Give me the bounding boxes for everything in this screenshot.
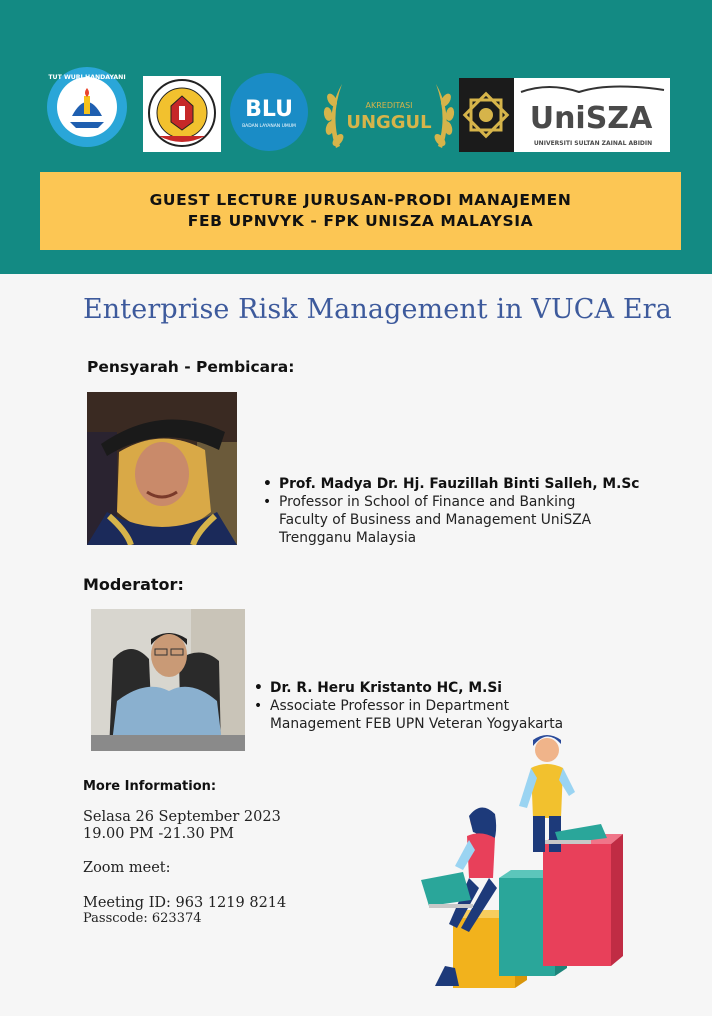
event-date: Selasa 26 September 2023	[83, 809, 281, 825]
akreditasi-label: AKREDITASI	[365, 101, 413, 110]
moderator-heading: Moderator:	[83, 575, 184, 594]
man-figure-icon	[519, 735, 607, 852]
more-info-heading: More Information:	[83, 779, 217, 794]
moderator-name: • Dr. R. Heru Kristanto HC, M.Si	[254, 679, 563, 697]
lecture-title: Enterprise Risk Management in VUCA Era	[83, 294, 672, 325]
speaker-photo	[87, 392, 237, 545]
unisza-logo-subtext: UNIVERSITI SULTAN ZAINAL ABIDIN	[533, 140, 653, 147]
speaker-role	[263, 493, 639, 547]
unisza-logo	[459, 78, 670, 152]
meeting-id: Meeting ID: 963 1219 8214	[83, 895, 287, 911]
speaker-details	[263, 475, 639, 547]
blu-logo-text: BLU	[245, 97, 293, 122]
logo-caption: TUT WURI HANDAYANI	[48, 74, 126, 81]
moderator-details	[254, 679, 563, 733]
moderator-photo	[91, 609, 245, 751]
unisza-logo-text: UniSZA	[529, 101, 653, 136]
speaker-role-line-2: Faculty of Business and Management UniSZA	[279, 512, 592, 528]
event-banner	[40, 172, 681, 250]
unggul-label: UNGGUL	[346, 112, 432, 133]
tut-wuri-handayani-logo	[46, 66, 128, 148]
speaker-name: • Prof. Madya Dr. Hj. Fauzillah Binti Salleh, M.Sc	[263, 475, 639, 493]
moderator-role-line-1: Associate Professor in Department	[270, 698, 509, 714]
growth-illustration	[415, 728, 645, 990]
logo-row	[0, 66, 712, 158]
speaker-role-line-1: Professor in School of Finance and Banking	[279, 494, 576, 510]
speaker-role-line-3: Trengganu Malaysia	[279, 530, 417, 546]
passcode: Passcode: 623374	[83, 911, 202, 926]
banner-line-1: GUEST LECTURE JURUSAN-PRODI MANAJEMEN	[149, 191, 572, 209]
banner-line-2: FEB UPNVYK - FPK UNISZA MALAYSIA	[187, 212, 534, 230]
blu-logo	[229, 72, 309, 152]
speaker-heading: Pensyarah - Pembicara:	[87, 358, 295, 376]
moderator-role-line-2: Management FEB UPN Veteran Yogyakarta	[270, 716, 564, 732]
zoom-label: Zoom meet:	[83, 860, 171, 876]
blu-logo-subtext: BADAN LAYANAN UMUM	[242, 124, 296, 129]
upn-veteran-logo	[143, 76, 221, 152]
akreditasi-unggul-logo	[320, 76, 458, 156]
event-time: 19.00 PM -21.30 PM	[83, 826, 234, 842]
